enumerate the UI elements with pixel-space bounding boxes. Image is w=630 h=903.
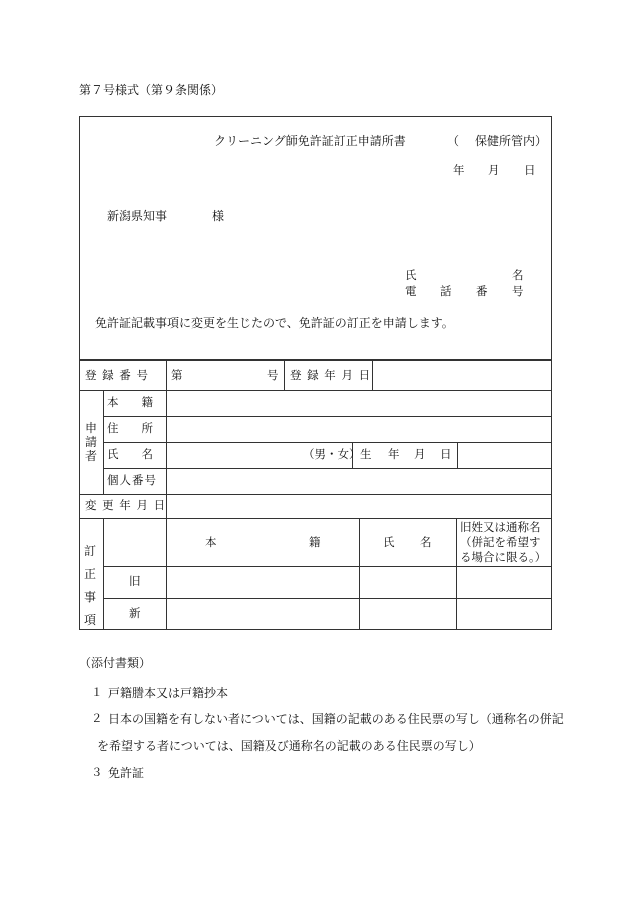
col-line — [166, 360, 167, 390]
row-line — [103, 468, 552, 469]
office-label: 保健所管内） — [475, 134, 548, 148]
attachment-num: ２ — [91, 711, 103, 725]
col-line — [103, 390, 104, 494]
addressee: 新潟県知事 — [107, 209, 168, 223]
col-line — [359, 518, 360, 630]
birth-label-2: 年 — [388, 447, 400, 461]
honorific: 様 — [212, 209, 225, 223]
col-line — [166, 390, 167, 494]
birth-label-3: 月 — [414, 447, 426, 461]
date-month: 月 — [488, 163, 500, 177]
attachment-text: 免許証 — [108, 766, 145, 780]
col-name-2: 名 — [420, 535, 432, 549]
col-honseki-2: 籍 — [309, 535, 321, 549]
col-line — [284, 360, 285, 390]
attachment-num: ３ — [91, 765, 103, 779]
row-line — [79, 518, 552, 519]
col-line — [372, 360, 373, 390]
attachments-heading: （添付書類） — [79, 656, 152, 670]
correction-label: 訂正事項 — [83, 544, 96, 627]
row-line — [79, 390, 552, 391]
col-honseki-1: 本 — [205, 535, 217, 549]
name-label-2: 名 — [512, 268, 524, 282]
shimei-label: 氏 名 — [107, 447, 153, 461]
birth-label-4: 日 — [440, 447, 452, 461]
date-day: 日 — [524, 163, 536, 177]
col-oldname: 旧姓又は通称名（併記を希望する場合に限る。） — [460, 520, 547, 564]
phone-label-3: 番 — [476, 284, 488, 298]
reg-date-label: 登 録 年 月 日 — [290, 368, 372, 382]
jusho-label: 住 所 — [107, 421, 153, 435]
attachment-num: １ — [91, 685, 103, 699]
col-line — [456, 518, 457, 630]
row-line — [103, 566, 552, 567]
col-line — [166, 518, 167, 630]
row-new-label: 新 — [129, 606, 141, 620]
office-open-paren: （ — [447, 134, 460, 148]
row-line — [103, 598, 552, 599]
reg-number-label: 登 録 番 号 — [85, 368, 149, 382]
form-number: 第７号様式（第９条関係） — [79, 83, 224, 97]
name-label-1: 氏 — [405, 268, 417, 282]
phone-label-1: 電 — [405, 284, 417, 298]
reg-number-suffix: 号 — [267, 368, 279, 382]
attachment-text: を希望する者については、国籍及び通称名の記載のある住民票の写し） — [97, 739, 481, 753]
col-line — [103, 518, 104, 630]
reg-number-prefix: 第 — [171, 368, 183, 382]
col-line — [457, 442, 458, 468]
col-line — [166, 494, 167, 518]
change-date-label: 変 更 年 月 日 — [85, 498, 167, 512]
birth-label-1: 生 — [360, 447, 372, 461]
col-name-1: 氏 — [383, 535, 395, 549]
honseki-label: 本 籍 — [107, 395, 153, 409]
date-year: 年 — [453, 163, 465, 177]
phone-label-4: 号 — [512, 284, 524, 298]
phone-label-2: 話 — [440, 284, 452, 298]
attachment-text: 戸籍謄本又は戸籍抄本 — [108, 686, 229, 700]
kojin-bango-label: 個人番号 — [107, 473, 157, 487]
attachment-text: 日本の国籍を有しない者については、国籍の記載のある住民票の写し（通称名の併記 — [108, 712, 564, 726]
document-title: クリーニング師免許証訂正申請所書 — [214, 134, 406, 148]
row-line — [79, 494, 552, 495]
gender-selector: （男・女） — [303, 447, 361, 461]
application-statement: 免許証記載事項に変更を生じたので、免許証の訂正を申請します。 — [95, 316, 454, 330]
row-line — [103, 442, 552, 443]
row-line — [103, 416, 552, 417]
row-old-label: 旧 — [129, 574, 141, 588]
applicant-label: 申請者 — [84, 421, 97, 463]
